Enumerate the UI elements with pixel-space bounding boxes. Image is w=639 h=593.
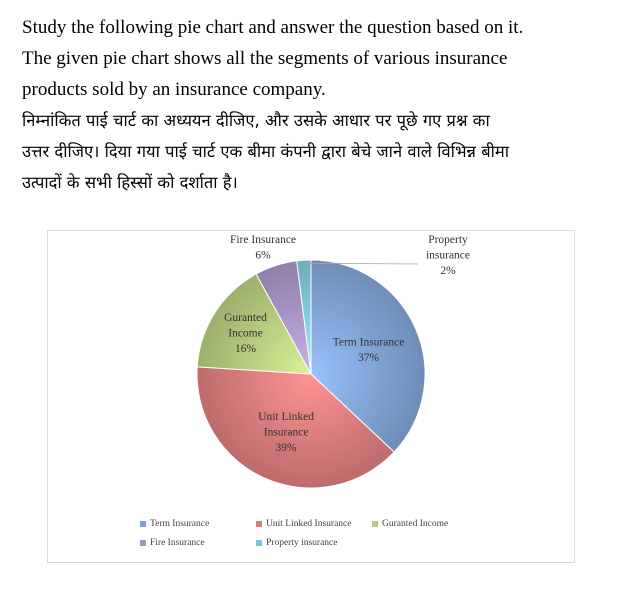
legend-item-fire-insurance bbox=[140, 538, 205, 548]
question-line-en-3: products sold by an insurance company. bbox=[22, 79, 326, 100]
legend-swatch bbox=[140, 540, 146, 546]
question-text bbox=[22, 12, 622, 198]
legend-swatch bbox=[256, 540, 262, 546]
legend-label: Guranted Income bbox=[382, 519, 449, 529]
legend-item-guranted-income bbox=[372, 519, 448, 529]
question-line-en-2: The given pie chart shows all the segments of various insurance bbox=[22, 48, 508, 69]
legend-swatch bbox=[256, 521, 262, 527]
pie-chart bbox=[47, 230, 575, 563]
data-label-property-insurance: Property insurance 2% bbox=[425, 234, 471, 277]
data-label-fire-insurance: Fire Insurance 6% bbox=[229, 234, 297, 262]
data-label-unit-linked-insurance: Unit Linked Insurance 39% bbox=[258, 411, 315, 454]
data-label-term-insurance: Term Insurance 37% bbox=[332, 336, 405, 364]
question-line-hi-2: उत्तर दीजिए। दिया गया पाई चार्ट एक बीमा कंपनी द्वारा बेचे जाने वाले विभिन्न बीमा bbox=[22, 142, 510, 161]
legend-swatch bbox=[140, 521, 146, 527]
legend-item-unit-linked-insurance bbox=[256, 519, 351, 529]
question-line-hi-1: निम्नांकित पाई चार्ट का अध्ययन दीजिए, और उसके आधार पर पूछे गए प्रश्न का bbox=[22, 111, 490, 130]
legend-item-property-insurance bbox=[256, 538, 338, 548]
legend-label: Property insurance bbox=[266, 538, 338, 548]
pie-chart-svg bbox=[48, 231, 574, 562]
question-line-en-1: Study the following pie chart and answer the question based on it. bbox=[22, 17, 524, 38]
legend-swatch bbox=[372, 521, 378, 527]
question-line-hi-3: उत्पादों के सभी हिस्सों को दर्शाता है। bbox=[22, 173, 238, 192]
legend-label: Unit Linked Insurance bbox=[266, 519, 352, 529]
data-label-guranted-income: Guranted Income 16% bbox=[224, 312, 267, 355]
legend-label: Fire Insurance bbox=[150, 538, 205, 548]
legend-label: Term Insurance bbox=[150, 519, 210, 529]
legend-item-term-insurance bbox=[140, 519, 209, 529]
